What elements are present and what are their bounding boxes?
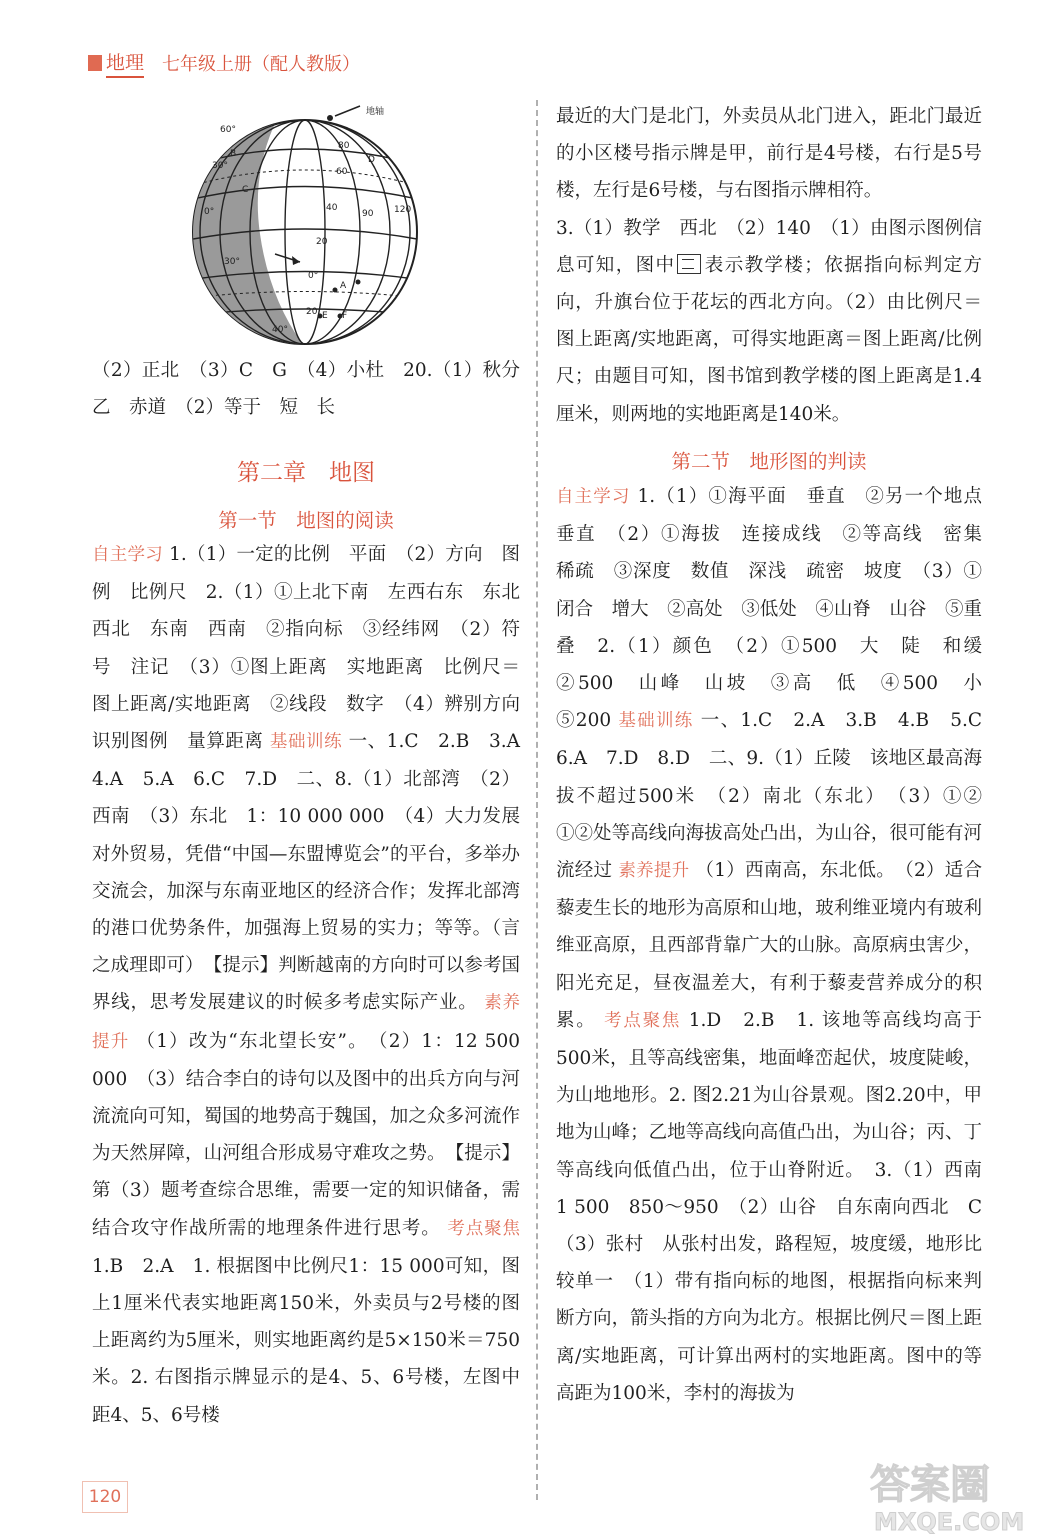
globe-lat-label: 30°	[212, 161, 228, 171]
answer-text: 3.（1）教学 西北 （2）140 （1）由图示图例信息可知，图中	[556, 217, 982, 276]
globe-lat-label: 60°	[220, 125, 236, 135]
globe-point-label: E	[322, 311, 328, 321]
watermark-url: MXQE.COM	[874, 1508, 1025, 1536]
answer-text: 最近的大门是北门，外卖员从北门进入，距北门最近的小区楼号指示牌是甲，前行是4号楼，右行是5号楼，左行是6号楼，与右图指示牌相符。	[556, 106, 982, 202]
page-number: 120	[82, 1481, 128, 1513]
tag-exam-focus: 考点聚焦	[447, 1218, 520, 1239]
globe-figure	[190, 104, 440, 354]
globe-grid-label: 80	[338, 141, 350, 151]
answer-block-left-top	[92, 352, 539, 426]
globe-lat-label: 40°	[272, 325, 288, 335]
globe-point-label: B	[230, 149, 237, 159]
tag-literacy: 素养提升	[618, 861, 690, 882]
answer-block-section1	[92, 536, 539, 1434]
header-book-title: 七年级上册（配人教版）	[162, 54, 361, 75]
answer-text: （2）正北 （3）C G （4）小杜 20.（1）秋分 乙 赤道 （2）等于 短 长	[92, 360, 539, 419]
tag-literacy: 素养提升	[92, 993, 520, 1052]
globe-grid-label: 20	[306, 307, 318, 317]
tag-basic-training: 基础训练	[269, 732, 343, 753]
globe-illustration	[190, 104, 440, 354]
tag-self-study: 自主学习	[92, 545, 163, 565]
answer-text: 1.（1）一定的比例 平面 （2）方向 图例 比例尺 2.（1）①上北下南 左西右东 东北 西北 东南 西南 ②指向标 ③经纬网 （2）符号 注记 （3）①图上距离 实地距离 比例尺＝图上距离/实地距离 ②线段 数字 （4）辨别方向 识别图例 量算距离	[92, 544, 539, 753]
teaching-building-legend-icon	[677, 254, 701, 274]
watermark-text: 答案圈	[870, 1462, 990, 1508]
tag-self-study: 自主学习	[556, 487, 631, 507]
globe-point-label: C	[242, 185, 249, 195]
globe-grid-label: 40	[326, 203, 338, 213]
answer-block-section2	[556, 478, 1001, 1412]
header-color-mark	[88, 55, 102, 71]
globe-point-label: D	[368, 155, 375, 165]
globe-point-label: A	[340, 281, 347, 291]
globe-axis-label: 地轴	[366, 107, 385, 117]
answer-text: （1）改为“东北望长安”。 （2）1：12 500 000 （3）结合李白的诗句以及图中的出兵方向与河流流向可知，蜀国的地势高于魏国，加之众多河流作为天然屏障，山河组合形成易守难攻之势。 【提示】第（3）题考查综合思维，需要一定的知识储备，需结合攻守作战所需的地理条件进行思考。	[92, 1030, 520, 1239]
answer-text: 表示教学楼；依据指向标判定方向，升旗台位于花坛的西北方向。（2）由比例尺＝图上距离/实地距离，可得实地距离＝图上距离/比例尺；由题目可知，图书馆到教学楼的图上距离是1.4厘米，则两地的实地距离是140米。	[556, 254, 982, 425]
globe-lat-label: 0°	[204, 207, 215, 217]
globe-grid-label: 90	[362, 209, 374, 219]
globe-grid-label: 60	[336, 167, 348, 177]
header-subject: 地理	[106, 48, 144, 78]
answer-text: 1.B 2.A 1. 根据图中比例尺1：15 000可知，图上1厘米代表实地距离150米，外卖员与2号楼的图上距离约为5厘米，则实地距离约是5×150米＝750米。2. 右图指示牌显示的是4、5、6号楼，左图中距4、5、6号楼	[92, 1255, 520, 1426]
answer-text: 1.（1）①海平面 垂直 ②另一个地点 垂直 （2）①海拔 连接成线 ②等高线 密集 稀疏 ③深度 数值 深浅 疏密 坡度 （3）①闭合 增大 ②高处 ③低处 ④山脊 山谷 ⑤重叠 2.（1）颜色 （2）①500 大 陡 和缓 ②500 山峰 山坡 ③高 低 ④500 小 ⑤200	[556, 486, 1001, 732]
tag-basic-training: 基础训练	[618, 711, 694, 732]
globe-grid-label: 20	[316, 237, 328, 247]
section-title: 第一节 地图的阅读	[218, 509, 394, 532]
answer-text: 一、1.C 2.A 3.B 4.B 5.C 6.A 7.D 8.D 二、9.（1）丘陵 该地区最高海拔不超过500米 （2）南北（东北） （3）①② ①②处等高线向海拔高处凸出，为山谷，很可能有河流经过	[556, 710, 1001, 882]
globe-grid-label: 120	[394, 205, 412, 215]
tag-exam-focus: 考点聚焦	[604, 1010, 682, 1031]
globe-point-label: F	[342, 311, 348, 321]
watermark-logo	[860, 1448, 1040, 1536]
chapter-title: 第二章 地图	[237, 460, 375, 486]
answer-text: 一、1.C 2.B 3.A 4.A 5.A 6.C 7.D 二、8.（1）北部湾 （2）西南 （3）东北 1：10 000 000 （4）大力发展对外贸易，凭借“中国—东盟博览会”的平台，多举办交流会，加深与东南亚地区的经济合作；发挥北部湾的港口优势条件，加强海上贸易的实力；等等。（言之成理即可） 【提示】判断越南的方向时可以参考国界线，思考发展建议的时候多考虑实际产业。	[92, 731, 539, 1014]
column-divider	[536, 100, 538, 1500]
globe-lat-label: 30°	[224, 257, 240, 267]
answer-text: 1.D 2.B 1. 该地等高线均高于500米，且等高线密集，地面峰峦起伏，坡度陡峻，为山地地形。2. 图2.21为山谷景观。图2.20中，甲地为山峰；乙地等高线向高值凸出，为山谷；丙、丁等高线向低值凸出，位于山脊附近。 3.（1）西南 1 500 850～950 （2）山谷 自东南向西北 C （3）张村 从张村出发，路程短，坡度缓，地形比较单一 （1）带有指向标的地图，根据指向标来判断方向，箭头指的方向为北方。根据比例尺＝图上距离/实地距离，可计算出两村的实地距离。图中的等高距为100米，李村的海拔为	[556, 1009, 1001, 1404]
page-header	[88, 48, 360, 78]
answer-block-right-top	[556, 98, 982, 433]
section-title: 第二节 地形图的判读	[671, 450, 867, 473]
globe-grid-label: 0°	[308, 271, 319, 281]
answer-text: （1）西南高，东北低。 （2）适合藜麦生长的地形为高原和山地，玻利维亚境内有玻利维亚高原，且西部背靠广大的山脉。高原病虫害少，阳光充足，昼夜温差大，有利于藜麦营养成分的积累。	[556, 860, 983, 1031]
